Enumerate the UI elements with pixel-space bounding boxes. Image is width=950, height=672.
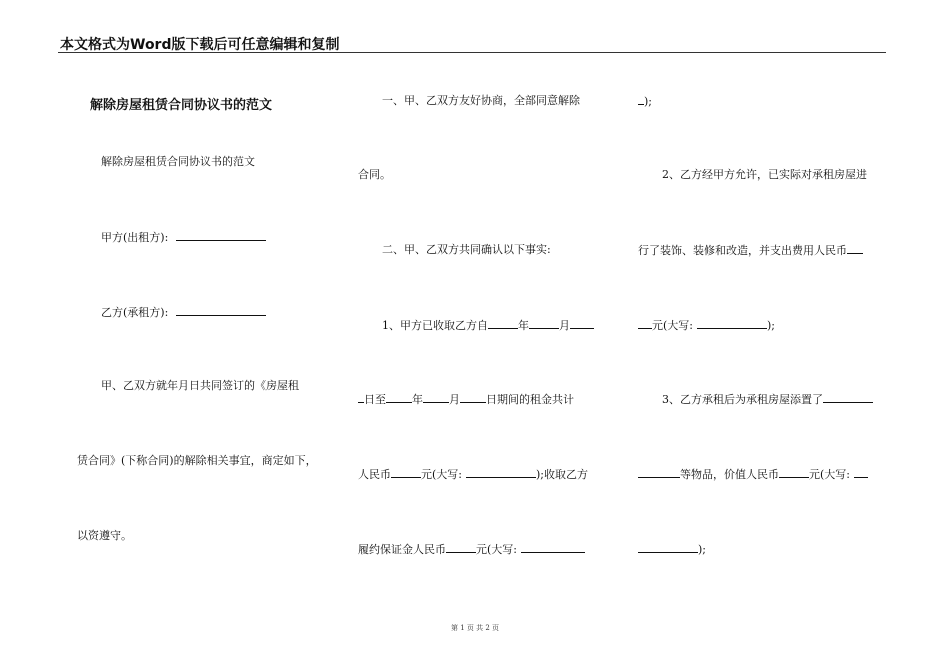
clause-text: 3、乙方承租后为承租房屋添置了 xyxy=(662,393,823,406)
clause-text: 年 xyxy=(412,393,423,406)
clause-text: 行了装饰、装修和改造，并支出费用人民币 xyxy=(638,244,847,257)
paragraph-line: 以资遵守。 xyxy=(77,529,132,542)
clause-line xyxy=(358,392,574,407)
year-blank xyxy=(488,318,518,329)
clause-text: 月 xyxy=(559,319,570,332)
clause-text: 元(大写: xyxy=(421,468,462,481)
paragraph-line: 赁合同》(下称合同)的解除相关事宜，商定如下， xyxy=(77,454,317,467)
clause-text: );收取乙方 xyxy=(536,468,588,481)
month-blank xyxy=(423,392,449,403)
clause-text: 等物品，价值人民币 xyxy=(680,468,779,481)
party-b-label: 乙方(承租方): xyxy=(101,306,169,319)
clause-text: ); xyxy=(698,543,706,556)
paragraph-line: 甲、乙双方就年月日共同签订的《房屋租 xyxy=(101,379,299,392)
party-b-blank xyxy=(176,305,266,316)
party-a-label: 甲方(出租方): xyxy=(101,231,169,244)
clause-text: 1、甲方已收取乙方自 xyxy=(382,319,488,332)
clause-text: 日期间的租金共计 xyxy=(486,393,574,406)
clause-line xyxy=(662,392,873,407)
amount-words-blank xyxy=(466,467,536,478)
clause-line xyxy=(638,243,863,258)
amount-blank xyxy=(638,318,652,329)
month-blank xyxy=(529,318,559,329)
clause-text: 元(大写: xyxy=(652,319,693,332)
amount-blank xyxy=(446,542,476,553)
amount-blank xyxy=(847,243,863,254)
amount-words-blank xyxy=(638,542,698,553)
clause-text: 履约保证金人民币 xyxy=(358,543,446,556)
clause-line xyxy=(382,318,594,333)
clause-line xyxy=(638,318,775,333)
items-blank xyxy=(638,467,680,478)
header-divider xyxy=(58,52,886,53)
clause-text: 月 xyxy=(449,393,460,406)
items-blank xyxy=(823,392,873,403)
document-title: 解除房屋租赁合同协议书的范文 xyxy=(90,98,273,113)
subtitle-text: 解除房屋租赁合同协议书的范文 xyxy=(101,155,255,168)
clause-line: 一、甲、乙双方友好协商，全部同意解除 xyxy=(382,94,580,107)
clause-line: 二、甲、乙双方共同确认以下事实: xyxy=(382,243,551,256)
amount-blank xyxy=(779,467,809,478)
amount-blank xyxy=(391,467,421,478)
clause-text: 人民币 xyxy=(358,468,391,481)
clause-line xyxy=(638,467,868,482)
amount-words-blank xyxy=(854,467,868,478)
clause-text: 元(大写: xyxy=(476,543,517,556)
page-number: 第 1 页 共 2 页 xyxy=(450,624,500,632)
party-a-line xyxy=(101,230,266,245)
clause-line: 2、乙方经甲方允许，已实际对承租房屋进 xyxy=(662,168,867,181)
day-blank xyxy=(460,392,486,403)
clause-text: 年 xyxy=(518,319,529,332)
clause-line: 合同。 xyxy=(358,168,391,181)
clause-line xyxy=(358,542,585,557)
amount-words-blank xyxy=(697,318,767,329)
clause-text: 元(大写: xyxy=(809,468,850,481)
party-b-line xyxy=(101,305,266,320)
clause-line xyxy=(638,542,706,557)
clause-text: ); xyxy=(644,95,652,108)
clause-text: ); xyxy=(767,319,775,332)
document-header: 本文格式为Word版下载后可任意编辑和复制 xyxy=(60,37,340,53)
year-blank xyxy=(386,392,412,403)
day-blank xyxy=(570,318,594,329)
clause-text: 日至 xyxy=(364,393,386,406)
party-a-blank xyxy=(176,230,266,241)
amount-words-blank xyxy=(521,542,585,553)
clause-line xyxy=(358,467,588,482)
clause-line xyxy=(638,94,652,109)
